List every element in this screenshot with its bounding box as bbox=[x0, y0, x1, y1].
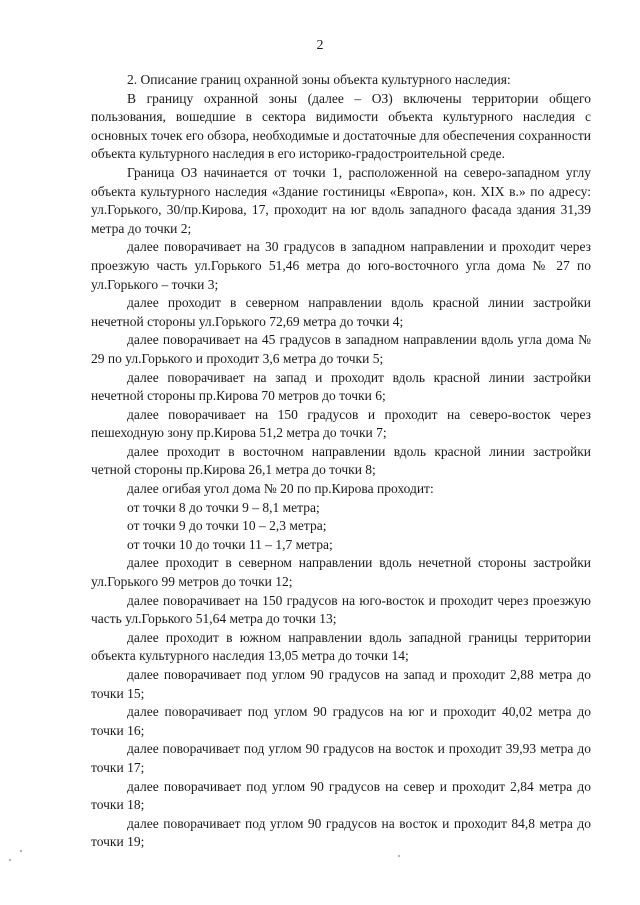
list-item: от точки 9 до точки 10 – 2,3 метра; bbox=[127, 518, 327, 534]
page-number: 2 bbox=[316, 38, 324, 53]
paragraph: далее проходит в северном направлении вдоль нечетной стороны застройки ул.Горького 99 метров до точки 12; bbox=[91, 555, 591, 590]
paragraph: далее поворачивает под углом 90 градусов на восток и проходит 84,8 метра до точки 19; bbox=[91, 815, 591, 850]
scan-speck bbox=[9, 859, 11, 861]
scan-speck bbox=[20, 850, 22, 852]
scan-speck bbox=[398, 855, 400, 857]
paragraph: далее проходит в восточном направлении вдоль красной линии застройки четной стороны пр.Кирова 26,1 метра до точки 8; bbox=[91, 443, 591, 478]
paragraph: далее поворачивает под углом 90 градусов на восток и проходит 39,93 метра до точки 17; bbox=[91, 741, 591, 775]
document-body bbox=[91, 71, 591, 852]
paragraph: далее поворачивает под углом 90 градусов на юг и проходит 40,02 метра до точки 16; bbox=[91, 704, 591, 738]
list-item: от точки 10 до точки 11 – 1,7 метра; bbox=[127, 536, 333, 552]
paragraph: далее проходит в южном направлении вдоль западной границы территории объекта культурного наследия 13,05 метра до точки 14; bbox=[91, 629, 591, 664]
paragraph: далее поворачивает на запад и проходит вдоль красной линии застройки нечетной стороны пр.Кирова 70 метров до точки 6; bbox=[91, 369, 591, 404]
paragraph: далее проходит в северном направлении вдоль красной линии застройки нечетной стороны ул.Горького 72,69 метра до точки 4; bbox=[91, 295, 591, 329]
paragraph: далее поворачивает под углом 90 градусов на север и проходит 2,84 метра до точки 18; bbox=[91, 778, 591, 813]
paragraph: далее поворачивает на 150 градусов и проходит на северо-восток через пешеходную зону пр.Кирова 51,2 метра до точки 7; bbox=[91, 406, 591, 441]
list-item: от точки 8 до точки 9 – 8,1 метра; bbox=[127, 499, 320, 515]
paragraph: Граница ОЗ начинается от точки 1, расположенной на северо-западном углу объекта культурного наследия «Здание гостиницы «Европа», кон. XIX в.» по адресу: ул.Горького, 30/пр.Кирова, 17, проходит на юг вдоль западного фасада здания 31,39 метра до точки 2; bbox=[91, 164, 591, 236]
section-heading: 2. Описание границ охранной зоны объекта культурного наследия: bbox=[127, 72, 511, 87]
paragraph: далее поворачивает на 45 градусов в западном направлении вдоль угла дома № 29 по ул.Горького и проходит 3,6 метра до точки 5; bbox=[91, 332, 591, 366]
paragraph: далее огибая угол дома № 20 по пр.Кирова проходит: bbox=[127, 481, 434, 497]
paragraph: далее поворачивает на 150 градусов на юго-восток и проходит через проезжую часть ул.Горького 51,64 метра до точки 13; bbox=[91, 592, 591, 627]
paragraph: далее поворачивает под углом 90 градусов на запад и проходит 2,88 метра до точки 15; bbox=[91, 667, 591, 701]
paragraph: В границу охранной зоны (далее – ОЗ) включены территории общего пользования, вошедшие в сектора видимости объекта культурного наследия с основных точек его обзора, необходимые и достаточные для обеспечения сохранности объекта культурного наследия в его историко-градостроительной среде. bbox=[91, 90, 591, 162]
paragraph: далее поворачивает на 30 градусов в западном направлении и проходит через проезжую часть ул.Горького 51,46 метра до юго-восточного угла дома № 27 по ул.Горького – точки 3; bbox=[91, 239, 591, 292]
